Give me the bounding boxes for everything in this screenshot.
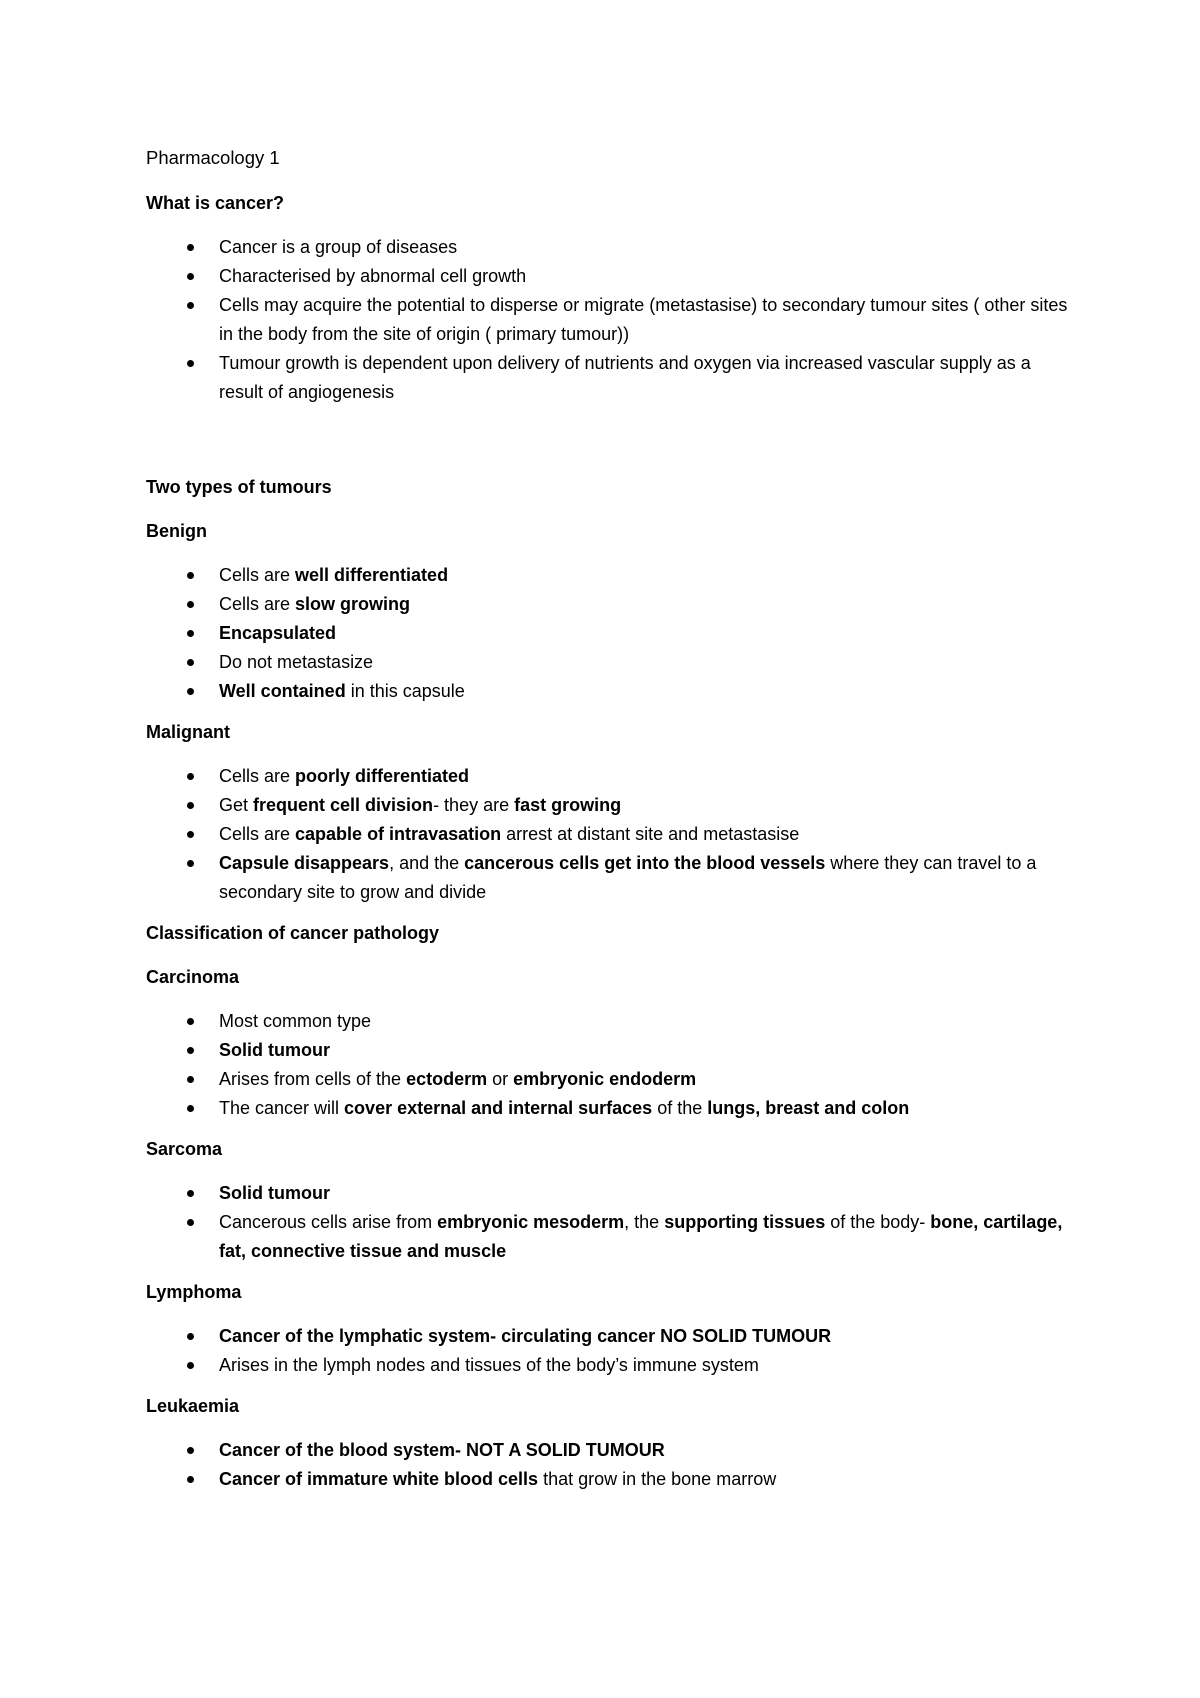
bold-text: Solid tumour (219, 1183, 330, 1203)
list-item (146, 820, 1069, 849)
bold-text: Cancer of immature white blood cells (219, 1469, 539, 1489)
bullet-icon (187, 831, 194, 838)
bold-text: fast growing (514, 795, 622, 815)
list-item (146, 791, 1069, 820)
list-item (146, 677, 1069, 706)
text-run: , the (624, 1212, 665, 1232)
bullet-list-what-is-cancer (146, 233, 1080, 407)
list-item (146, 1208, 1069, 1266)
bold-text: ectoderm (406, 1069, 488, 1089)
list-item (146, 1322, 1069, 1351)
text-run: or (487, 1069, 514, 1089)
section-heading-sarcoma: Sarcoma (146, 1139, 223, 1159)
text-run: , and the (389, 853, 465, 873)
text-run: Most common type (219, 1011, 372, 1031)
bold-text: Encapsulated (219, 623, 337, 643)
list-item (146, 561, 1069, 590)
list-item (146, 1036, 1069, 1065)
text-run: arrest at distant site and metastasise (501, 824, 800, 844)
list-item (146, 1465, 1069, 1494)
list-item (146, 291, 1069, 349)
bullet-icon (187, 273, 194, 280)
list-item (146, 648, 1069, 677)
document-title: Pharmacology 1 (146, 147, 280, 168)
list-item (146, 849, 1069, 907)
section-heading-carcinoma: Carcinoma (146, 967, 240, 987)
list-item (146, 1094, 1069, 1123)
bullet-icon (187, 1018, 194, 1025)
bullet-icon (187, 1047, 194, 1054)
bullet-icon (187, 659, 194, 666)
bullet-icon (187, 1190, 194, 1197)
bold-text: lungs, breast and colon (707, 1098, 910, 1118)
list-item (146, 262, 1069, 291)
list-item (146, 1179, 1069, 1208)
bold-text: frequent cell division (253, 795, 434, 815)
bold-text: cover external and internal surfaces (344, 1098, 653, 1118)
bold-text: supporting tissues (664, 1212, 826, 1232)
list-item (146, 1065, 1069, 1094)
section-heading-what-is-cancer: What is cancer? (146, 193, 285, 213)
text-run: that grow in the bone marrow (538, 1469, 777, 1489)
text-run: Tumour growth is dependent upon delivery of nutrients and oxygen via increased vascular supply as a result of angiogenesis (219, 353, 1031, 402)
bullet-list-benign (146, 561, 1080, 706)
bullet-list-sarcoma (146, 1179, 1080, 1266)
bold-text: Solid tumour (219, 1040, 330, 1060)
list-item (146, 619, 1069, 648)
text-run: Characterised by abnormal cell growth (219, 266, 527, 286)
list-item (146, 762, 1069, 791)
list-item (146, 1436, 1069, 1465)
text-run: of the body- (825, 1212, 931, 1232)
text-run: Arises in the lymph nodes and tissues of the body’s immune system (219, 1355, 759, 1375)
bullet-list-lymphoma (146, 1322, 1080, 1380)
text-run: Cells are (219, 824, 296, 844)
bullet-icon (187, 1219, 194, 1226)
bullet-list-leukaemia (146, 1436, 1080, 1494)
text-run: Cells may acquire the potential to disperse or migrate (metastasise) to secondary tumour sites ( other sites in the body from the site of origin ( primary tumour)) (219, 295, 1068, 344)
list-item (146, 1007, 1069, 1036)
bullet-icon (187, 1476, 194, 1483)
bullet-icon (187, 802, 194, 809)
section-heading-lymphoma: Lymphoma (146, 1282, 242, 1302)
bullet-icon (187, 860, 194, 867)
bullet-icon (187, 572, 194, 579)
bold-text: bone, cartilage, fat, connective tissue and muscle (219, 1212, 1063, 1261)
bullet-list-malignant (146, 762, 1080, 907)
bold-text: slow growing (295, 594, 411, 614)
section-heading-benign: Benign (146, 521, 207, 541)
bullet-icon (187, 1105, 194, 1112)
bold-text: Cancer of the blood system- NOT A SOLID TUMOUR (219, 1440, 665, 1460)
text-run: Get (219, 795, 254, 815)
text-run: Cancerous cells arise from (219, 1212, 438, 1232)
bold-text: cancerous cells get into the blood vessels (464, 853, 826, 873)
bullet-icon (187, 302, 194, 309)
list-item (146, 590, 1069, 619)
bullet-icon (187, 688, 194, 695)
bullet-icon (187, 1076, 194, 1083)
bullet-icon (187, 773, 194, 780)
text-run: where they can travel to a secondary site to grow and divide (219, 853, 1037, 902)
bullet-icon (187, 601, 194, 608)
section-heading-two-types: Two types of tumours (146, 477, 332, 497)
bold-text: Capsule disappears (219, 853, 390, 873)
bold-text: Cancer of the lymphatic system- circulating cancer NO SOLID TUMOUR (219, 1326, 832, 1346)
bold-text: Well contained (219, 681, 346, 701)
list-item (146, 1351, 1069, 1380)
bullet-icon (187, 630, 194, 637)
bold-text: capable of intravasation (295, 824, 502, 844)
bullet-list-carcinoma (146, 1007, 1080, 1123)
bullet-icon (187, 1362, 194, 1369)
list-item (146, 349, 1069, 407)
text-run: Arises from cells of the (219, 1069, 407, 1089)
list-item (146, 233, 1069, 262)
text-run: in this capsule (345, 681, 465, 701)
bullet-icon (187, 1447, 194, 1454)
section-heading-classification: Classification of cancer pathology (146, 923, 440, 943)
text-run: Cells are (219, 766, 296, 786)
section-heading-malignant: Malignant (146, 722, 230, 742)
text-run: Cancer is a group of diseases (219, 237, 458, 257)
text-run: Cells are (219, 594, 296, 614)
text-run: Cells are (219, 565, 296, 585)
text-run: The cancer will (219, 1098, 345, 1118)
text-run: - they are (433, 795, 515, 815)
section-heading-leukaemia: Leukaemia (146, 1396, 240, 1416)
bullet-icon (187, 244, 194, 251)
text-run: Do not metastasize (219, 652, 374, 672)
bold-text: embryonic mesoderm (437, 1212, 625, 1232)
bold-text: well differentiated (295, 565, 449, 585)
text-run: of the (652, 1098, 708, 1118)
bullet-icon (187, 360, 194, 367)
bold-text: embryonic endoderm (513, 1069, 697, 1089)
bullet-icon (187, 1333, 194, 1340)
bold-text: poorly differentiated (295, 766, 470, 786)
